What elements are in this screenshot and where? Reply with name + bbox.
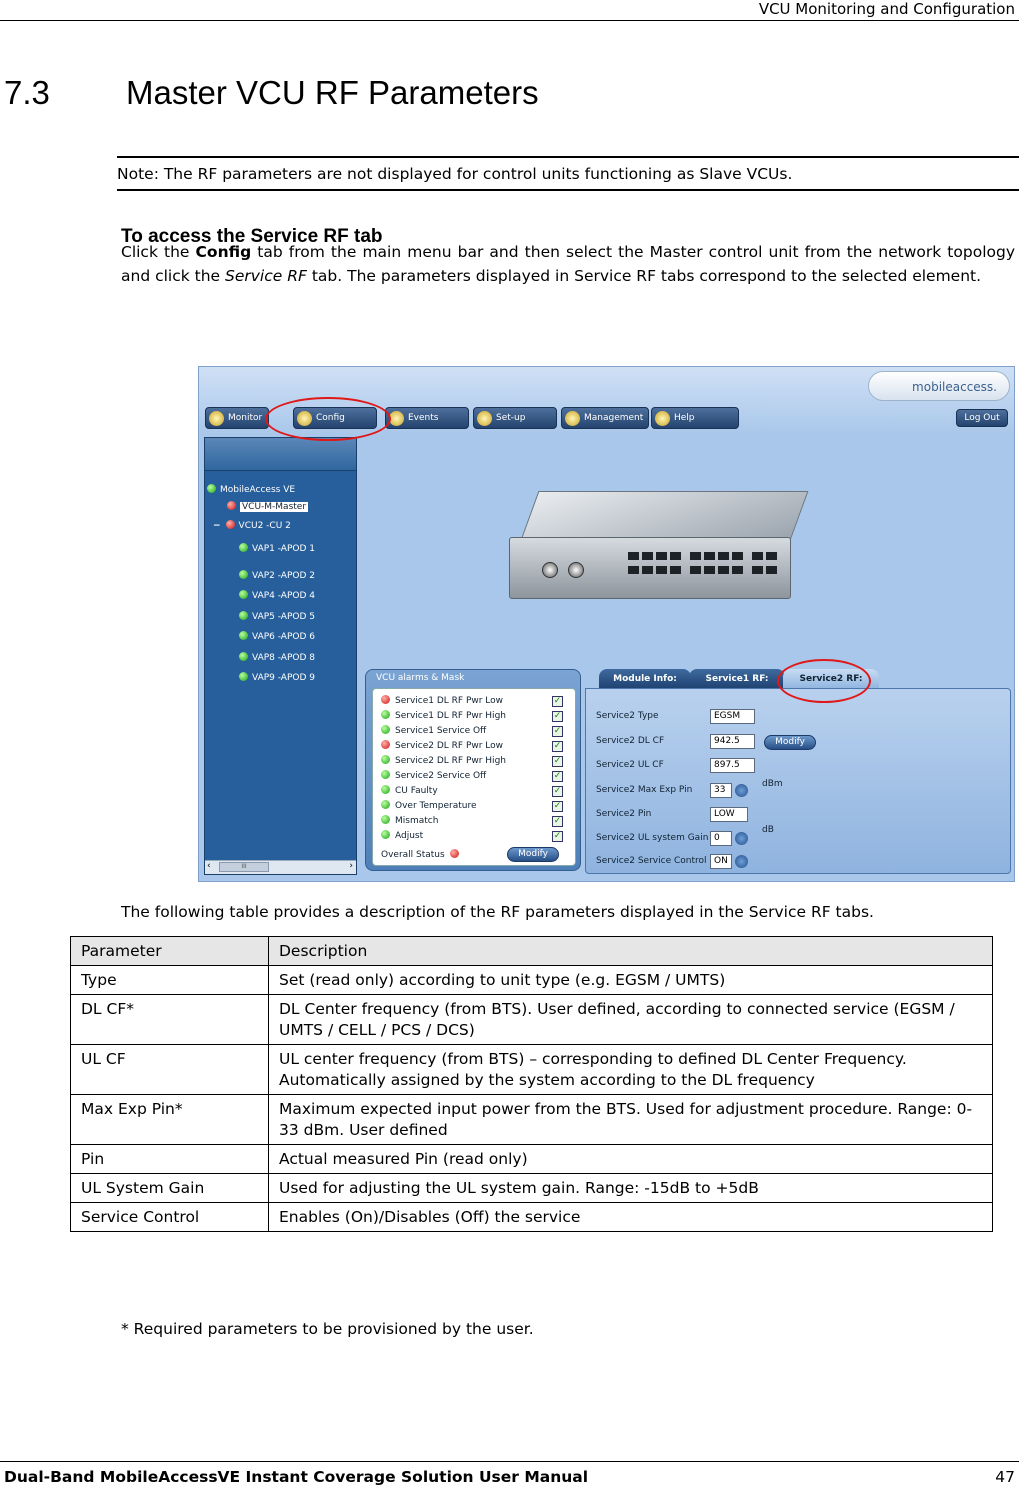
description-cell: UL center frequency (from BTS) – corresponding to defined DL Center Frequency. Automatically assigned by the system according to the DL frequency [269,1045,993,1095]
service2-service-control-select[interactable]: ON [710,854,732,869]
tools-icon [477,411,492,426]
param-label: Service2 DL CF [596,736,665,746]
status-led-green [239,672,248,681]
tree-node[interactable]: VAP4 -APOD 4 [239,590,315,601]
mobileaccess-logo: mobileaccess. [868,371,1010,401]
chevron-down-icon[interactable] [735,832,748,845]
service2-ul-gain-select[interactable]: 0 [710,831,732,846]
status-led-green [381,830,390,839]
tree-node[interactable]: VAP6 -APOD 6 [239,631,315,642]
table-intro: The following table provides a description of the RF parameters displayed in the Service RF tabs. [121,903,874,921]
monitor-icon [209,411,224,426]
running-header: VCU Monitoring and Configuration [758,0,1015,18]
config-tab-highlight [265,397,391,441]
para-bold-config: Config [195,243,252,261]
scroll-left-icon[interactable]: ‹ [207,861,211,871]
footer-rule [0,1461,1019,1462]
menu-tab-label: Help [674,413,695,423]
table-row [71,995,993,1045]
tree-header [205,438,356,471]
menu-tab-setup[interactable] [473,407,557,429]
service-rf-panel [585,669,1011,874]
footer-manual-title: Dual-Band MobileAccessVE Instant Coverage Solution User Manual [4,1468,589,1486]
tree-node[interactable]: − VCU2 -CU 2 [213,521,291,531]
status-led-green [239,590,248,599]
menu-tab-events[interactable] [385,407,469,429]
service2-ul-cf-field: 897.5 [710,758,755,773]
logout-button[interactable]: Log Out [956,409,1008,427]
para-text-3: tab. The parameters displayed in Service RF tabs correspond to the selected element. [306,267,982,285]
tab-service2-rf[interactable]: Service2 RF: [783,669,879,689]
alarm-row: CU Faulty ✓ [381,785,565,799]
param-cell: DL CF* [71,995,269,1045]
table-row [71,966,993,995]
tree-node[interactable]: VAP2 -APOD 2 [239,570,315,581]
instruction-paragraph [121,240,1015,288]
para-text-1: Click the [121,243,196,261]
tab-module-info[interactable]: Module Info: [599,669,691,689]
alarm-row: Service2 Service Off ✓ [381,770,565,784]
service2-dl-cf-field[interactable]: 942.5 [710,734,755,749]
para-italic-service-rf: Service RF [225,267,307,285]
description-cell: DL Center frequency (from BTS). User defined, according to connected service (EGSM / UMTS / CELL / PCS / DCS) [269,995,993,1045]
tree-node[interactable]: VAP8 -APOD 8 [239,652,315,663]
rf-parameters-table [70,936,993,1232]
status-led-red [381,740,390,749]
alarm-row: Service2 DL RF Pwr High ✓ [381,755,565,769]
description-cell: Enables (On)/Disables (Off) the service [269,1203,993,1232]
menu-tab-label: Events [408,413,439,423]
status-led-green [239,631,248,640]
table-header-row [71,937,993,966]
mask-checkbox[interactable]: ✓ [553,816,562,826]
alarm-row: Over Temperature ✓ [381,800,565,814]
alarm-row: Service1 DL RF Pwr Low ✓ [381,695,565,709]
menu-tab-help[interactable] [651,407,739,429]
status-led-red [381,695,390,704]
mask-checkbox[interactable]: ✓ [553,741,562,751]
section-title [4,74,539,112]
alarm-row: Service1 DL RF Pwr High ✓ [381,710,565,724]
description-cell: Used for adjusting the UL system gain. Range: -15dB to +5dB [269,1174,993,1203]
scroll-right-icon[interactable]: › [349,861,353,871]
status-led-green [381,725,390,734]
param-cell: UL System Gain [71,1174,269,1203]
tree-node[interactable]: MobileAccess VE [207,484,295,495]
alarm-row: Adjust ✓ [381,830,565,844]
table-row [71,1095,993,1145]
mask-checkbox[interactable]: ✓ [553,831,562,841]
param-label: Service2 Type [596,711,659,721]
mask-checkbox[interactable]: ✓ [553,801,562,811]
status-led-red [227,501,236,510]
service2-tab-highlight [777,659,871,703]
help-icon [655,411,670,426]
status-led-red [450,849,459,858]
network-topology-tree [204,437,357,875]
tree-node[interactable]: VAP5 -APOD 5 [239,611,315,622]
service2-modify-button[interactable]: Modify [764,735,816,750]
status-led-green [239,543,248,552]
status-led-green [381,770,390,779]
tree-node-vcu-master[interactable]: VCU-M-Master [227,501,308,512]
device-front-panel [509,537,791,599]
tree-horizontal-scrollbar[interactable] [205,860,356,874]
status-led-green [381,785,390,794]
vcu-alarms-mask-panel [365,669,581,871]
param-label: Service2 Max Exp Pin [596,785,693,795]
header-rule [0,20,1019,21]
tree-node[interactable]: VAP9 -APOD 9 [239,672,315,683]
scroll-thumb[interactable]: III [219,862,269,872]
param-cell: UL CF [71,1045,269,1095]
param-cell: Service Control [71,1203,269,1232]
collapse-icon[interactable]: − [213,521,221,531]
column-header: Description [269,937,993,966]
tree-node[interactable]: VAP1 -APOD 1 [239,543,315,554]
alarms-list [372,688,576,866]
unit-label: dB [762,825,774,835]
status-led-red [226,520,235,529]
param-cell: Type [71,966,269,995]
table-row [71,1203,993,1232]
para-text-2: tab from the main menu bar and then select the Master control unit from the network topology and click the [121,243,1015,285]
param-cell: Max Exp Pin* [71,1095,269,1145]
mask-checkbox[interactable]: ✓ [553,696,562,706]
service2-pin-field: LOW [710,807,748,822]
service2-type-field: EGSM [710,709,755,724]
unit-label: dBm [762,779,783,789]
mask-checkbox[interactable]: ✓ [553,726,562,736]
param-label: Service2 Pin [596,809,652,819]
mask-checkbox[interactable]: ✓ [553,711,562,721]
param-label: Service2 Service Control [596,856,707,866]
param-label: Service2 UL CF [596,760,664,770]
table-row [71,1174,993,1203]
note: Note: The RF parameters are not displayed for control units functioning as Slave VCUs. [117,156,1019,191]
section-number: 7.3 [4,74,50,111]
menu-tab-label: Config [316,413,345,423]
alarms-modify-button[interactable]: Modify [507,847,559,862]
management-icon [565,411,580,426]
menu-tab-management[interactable] [561,407,649,429]
table-row [71,1045,993,1095]
alarm-row: Service2 DL RF Pwr Low ✓ [381,740,565,754]
menu-tab-label: Management [584,413,644,423]
menu-tab-label: Monitor [228,413,263,423]
alarms-panel-title: VCU alarms & Mask [376,673,465,683]
menu-tab-monitor[interactable] [205,407,269,429]
tab-service1-rf[interactable]: Service1 RF: [689,669,785,689]
mask-checkbox[interactable]: ✓ [553,786,562,796]
overall-status: Overall Status [381,849,459,860]
status-led-green [207,484,216,493]
chevron-down-icon[interactable] [735,855,748,868]
vcu-device-image [509,491,799,601]
status-led-green [239,570,248,579]
status-led-green [381,710,390,719]
alarm-row: Service1 Service Off ✓ [381,725,565,739]
column-header: Parameter [71,937,269,966]
status-led-green [381,755,390,764]
status-led-green [381,800,390,809]
chevron-down-icon[interactable] [735,784,748,797]
param-cell: Pin [71,1145,269,1174]
events-icon [389,411,404,426]
description-cell: Maximum expected input power from the BTS. Used for adjustment procedure. Range: 0-33 dBm. User defined [269,1095,993,1145]
section-title-text: Master VCU RF Parameters [126,74,539,111]
status-led-green [239,611,248,620]
param-label: Service2 UL system Gain [596,833,709,843]
alarm-row: Mismatch ✓ [381,815,565,829]
page-number: 47 [995,1468,1015,1486]
menu-tab-label: Set-up [496,413,526,423]
description-cell: Actual measured Pin (read only) [269,1145,993,1174]
procedure-heading: To access the Service RF tab [121,226,383,247]
status-led-green [381,815,390,824]
mask-checkbox[interactable]: ✓ [553,771,562,781]
service2-max-exp-pin-select[interactable]: 33 [710,783,732,798]
mask-checkbox[interactable]: ✓ [553,756,562,766]
service2-rf-form [585,688,1011,874]
device-top [520,491,809,543]
app-screenshot [198,366,1015,882]
table-row [71,1145,993,1174]
footnote: * Required parameters to be provisioned by the user. [121,1320,534,1338]
description-cell: Set (read only) according to unit type (e.g. EGSM / UMTS) [269,966,993,995]
status-led-green [239,652,248,661]
